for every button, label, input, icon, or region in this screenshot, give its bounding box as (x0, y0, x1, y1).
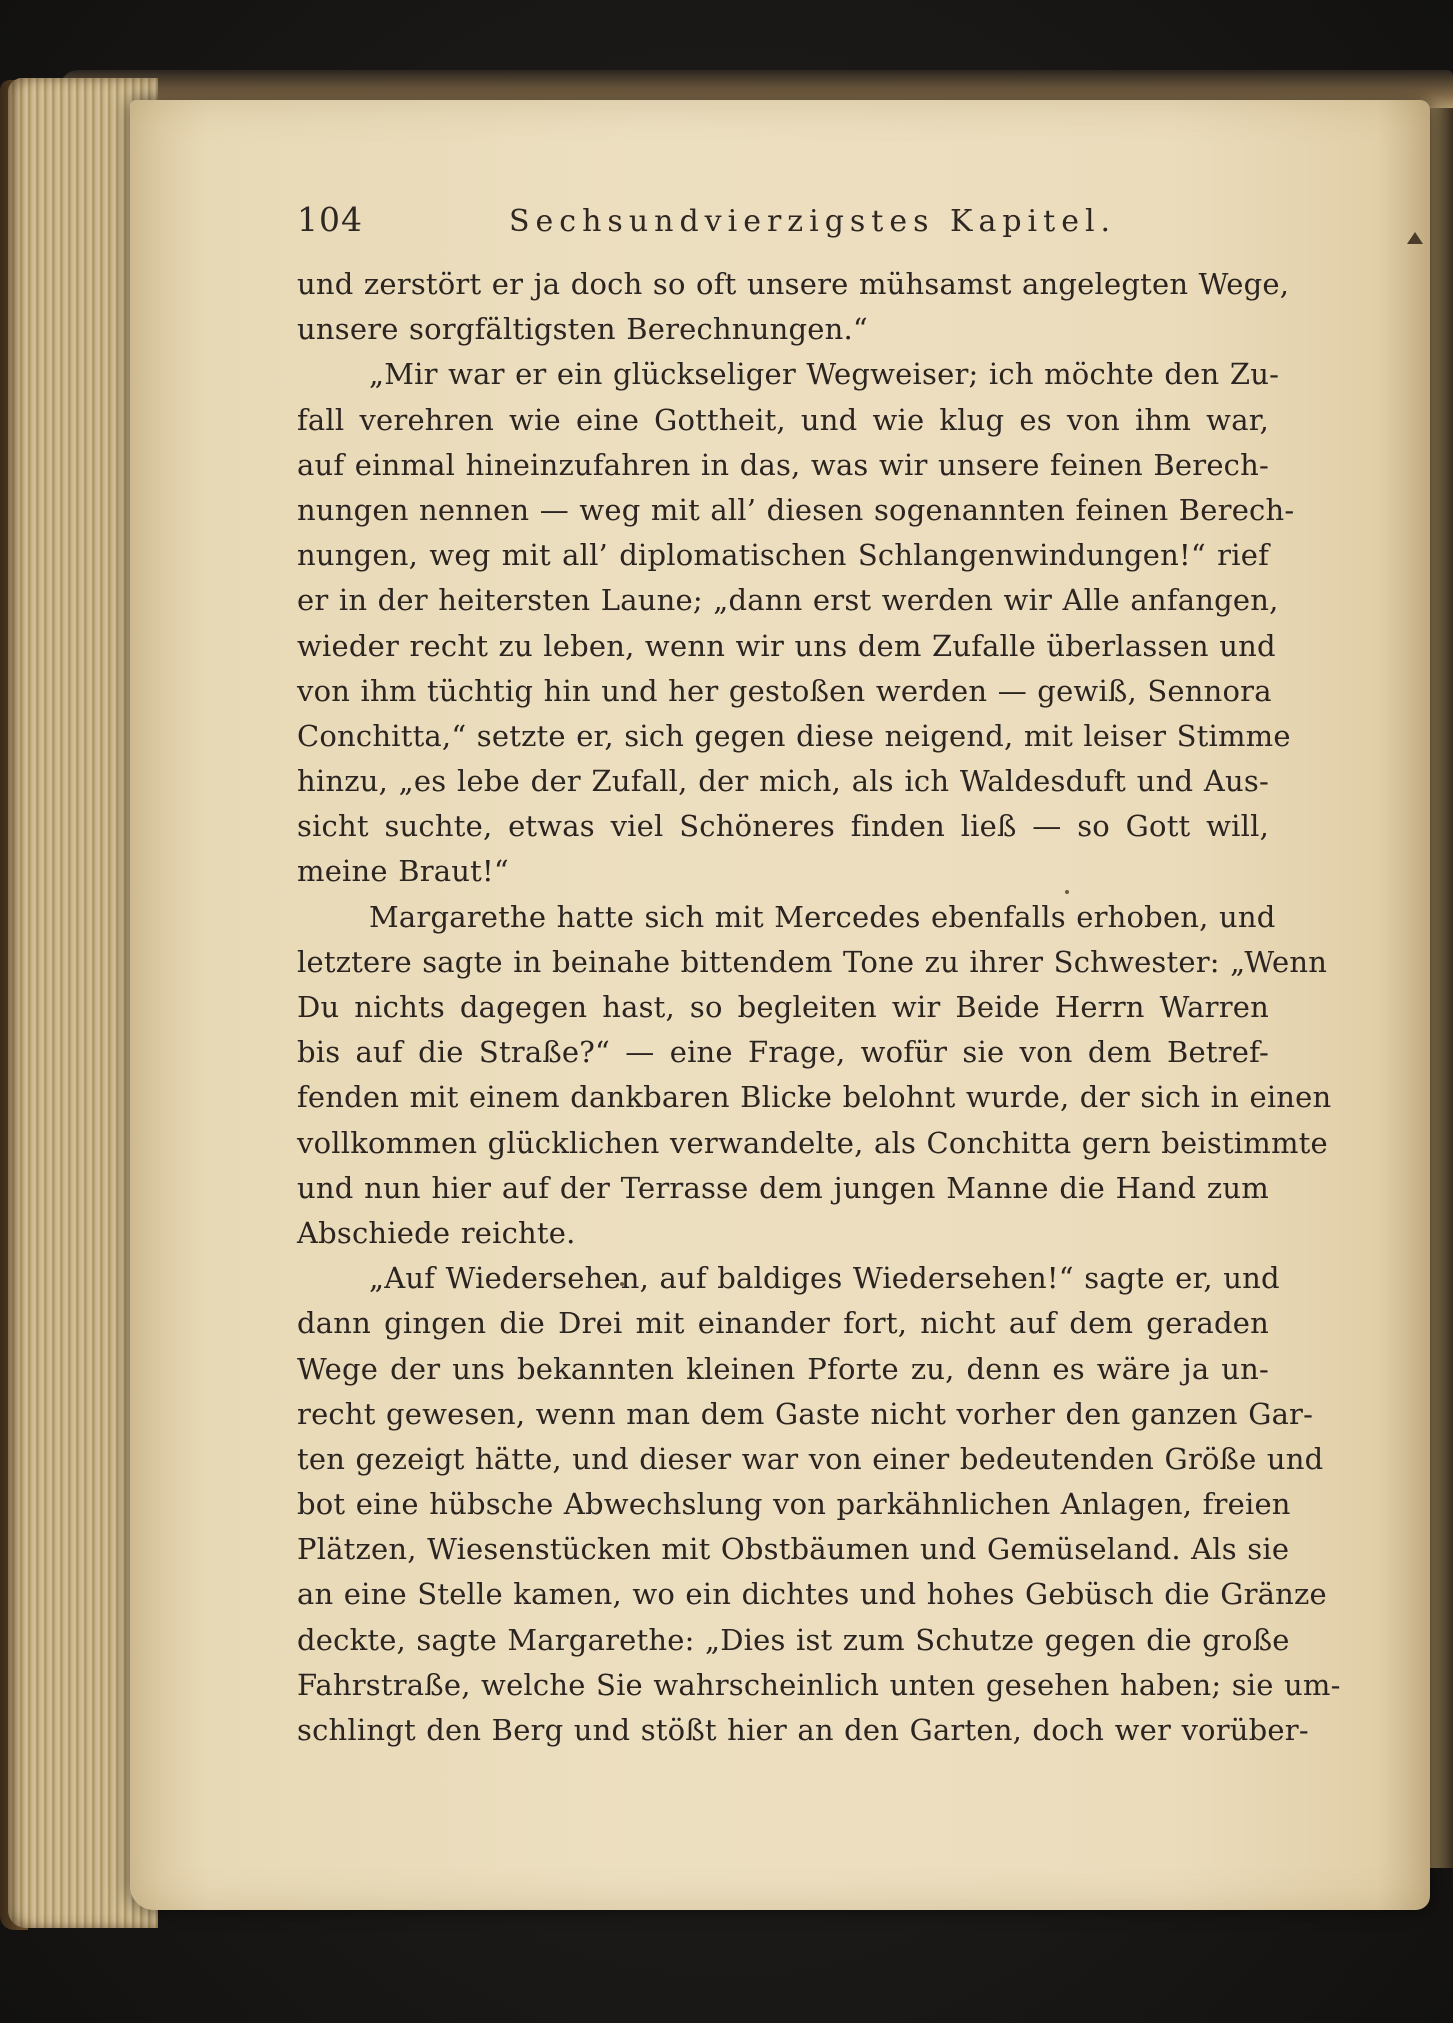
text-line: Abschiede reichte. (297, 1215, 576, 1250)
text-line: Conchitta,“ setzte er, sich gegen diese neigend, mit leiser Stimme (297, 718, 1291, 753)
text-line: von ihm tüchtig hin und her gestoßen werden — gewiß, Sennora (297, 673, 1272, 708)
text-line: deckte, sagte Margarethe: „Dies ist zum Schutze gegen die große (297, 1622, 1290, 1657)
text-line: „Auf Wiedersehen, auf baldiges Wiedersehen!“ sagte er, und (369, 1261, 1280, 1296)
page-text (297, 200, 1341, 1753)
text-line: nungen, weg mit all’ diplomatischen Schlangenwindungen!“ rief (297, 538, 1269, 573)
text-line: vollkommen glücklichen verwandelte, als Conchitta gern beistimmte (297, 1125, 1328, 1160)
text-line: nungen nennen — weg mit all’ diesen sogenannten feinen Berech- (297, 492, 1295, 527)
text-line: er in der heitersten Laune; „dann erst werden wir Alle anfangen, (297, 583, 1279, 618)
text-line: fenden mit einem dankbaren Blicke belohnt wurde, der sich in einen (297, 1080, 1332, 1115)
page-header (297, 200, 1269, 262)
page-number: 104 (297, 200, 363, 239)
text-line: recht gewesen, wenn man dem Gaste nicht vorher den ganzen Gar- (297, 1396, 1314, 1431)
text-line: bot eine hübsche Abwechslung von parkähnlichen Anlagen, freien (297, 1487, 1291, 1522)
text-line: schlingt den Berg und stößt hier an den Garten, doch wer vorüber- (297, 1713, 1309, 1747)
text-line: Plätzen, Wiesenstücken mit Obstbäumen und Gemüseland. Als sie (297, 1532, 1290, 1567)
text-line: fall verehren wie eine Gottheit, und wie klug es von ihm war, (297, 402, 1269, 437)
text-line: auf einmal hineinzufahren in das, was wir unsere feinen Berech- (297, 447, 1269, 482)
text-line: und zerstört er ja doch so oft unsere mühsamst angelegten Wege, (297, 267, 1290, 301)
chapter-title: Sechsundvierzigstes Kapitel. (509, 204, 1117, 239)
text-line: Margarethe hatte sich mit Mercedes ebenfalls erhoben, und (369, 899, 1276, 934)
text-line: ten gezeigt hätte, und dieser war von einer bedeutenden Größe und (297, 1441, 1324, 1476)
text-line: meine Braut!“ (297, 854, 509, 889)
text-line: sicht suchte, etwas viel Schöneres finden ließ — so Gott will, (297, 809, 1269, 844)
page-fold-mark (1407, 232, 1423, 244)
text-line: bis auf die Straße?“ — eine Frage, wofür sie von dem Betref- (297, 1035, 1269, 1070)
text-line: dann gingen die Drei mit einander fort, nicht auf dem geraden (297, 1306, 1269, 1341)
text-line: Du nichts dagegen hast, so begleiten wir Beide Herrn Warren (297, 990, 1269, 1024)
text-line: wieder recht zu leben, wenn wir uns dem Zufalle überlassen und (297, 628, 1276, 663)
text-line: Fahrstraße, welche Sie wahrscheinlich unten gesehen haben; sie um- (297, 1667, 1341, 1702)
text-line: letztere sagte in beinahe bittendem Tone zu ihrer Schwester: „Wenn (297, 944, 1328, 979)
text-line: und nun hier auf der Terrasse dem jungen Manne die Hand zum (297, 1170, 1269, 1205)
text-line: Wege der uns bekannten kleinen Pforte zu, denn es wäre ja un- (297, 1351, 1269, 1386)
text-line: „Mir war er ein glückseliger Wegweiser; ich möchte den Zu- (369, 357, 1280, 392)
text-line: an eine Stelle kamen, wo ein dichtes und hohes Gebüsch die Gränze (297, 1577, 1327, 1612)
text-line: hinzu, „es lebe der Zufall, der mich, als ich Waldesduft und Aus- (297, 764, 1269, 799)
text-line: unsere sorgfältigsten Berechnungen.“ (297, 312, 868, 347)
